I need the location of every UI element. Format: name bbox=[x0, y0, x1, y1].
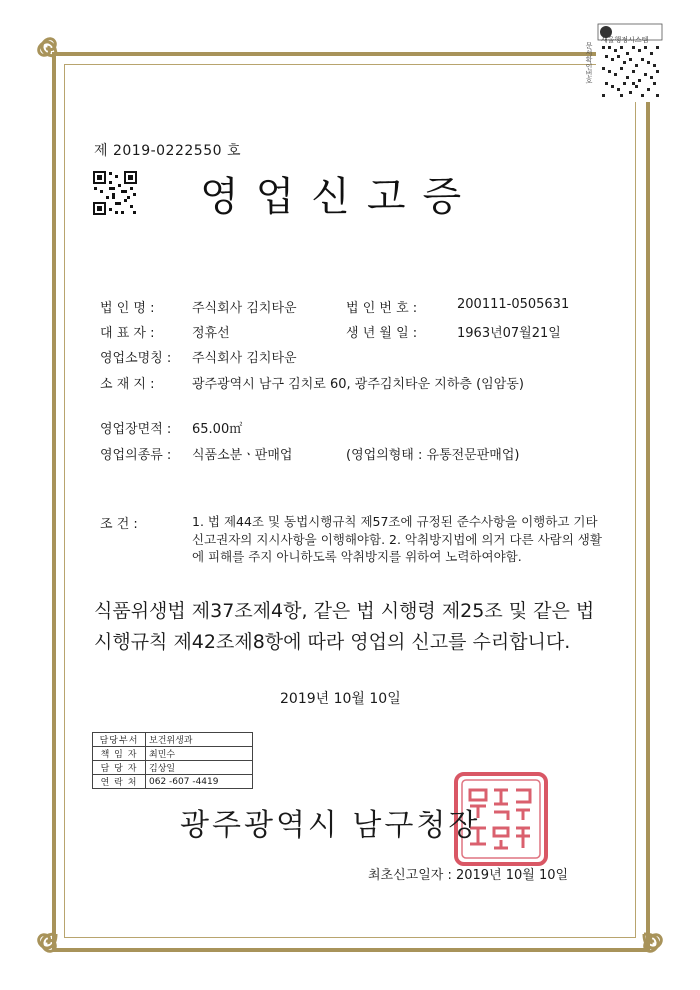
approval-statement: 식품위생법 제37조제4항, 같은 법 시행령 제25조 및 같은 법 시행규칙 제42조제8항에 따라 영업의 신고를 수리합니다. bbox=[94, 600, 595, 653]
system-label: 새올행정시스템 bbox=[601, 36, 649, 44]
corp-number-value: 200111-0505631 bbox=[457, 297, 570, 312]
representative-label: 대 표 자 : bbox=[100, 326, 155, 341]
business-type-label: 영업의종류 : bbox=[100, 448, 172, 463]
corp-name-label: 법 인 명 : bbox=[100, 301, 155, 316]
contact-value: 김상일 bbox=[146, 761, 253, 775]
area-label: 영업장면적 : bbox=[100, 422, 172, 437]
address-value: 광주광역시 남구 김치로 60, 광주김치타운 지하층 (임암동) bbox=[192, 377, 524, 392]
verification-qr-code bbox=[596, 22, 664, 102]
birth-date-label: 생 년 월 일 : bbox=[346, 326, 418, 341]
business-name-label: 영업소명칭 : bbox=[100, 351, 172, 366]
business-name-value: 주식회사 김치타운 bbox=[192, 351, 297, 366]
table-row bbox=[93, 747, 253, 761]
contact-key: 담당부서 bbox=[93, 733, 146, 747]
conditions-text: 1. 법 제44조 및 동법시행규칙 제57조에 규정된 준수사항을 이행하고 기타 신고권자의 지시사항을 이행해야함. 2. 악취방지법에 의거 다른 사람의 생활에 피해를 주지 아니하도록 악취방지를 위하여 노력하여야함. bbox=[192, 514, 602, 564]
contact-key: 연 락 처 bbox=[93, 775, 146, 789]
side-verification-label: 문서확인번호 bbox=[585, 42, 593, 84]
table-row bbox=[93, 775, 253, 789]
table-row bbox=[93, 733, 253, 747]
corner-ornament-top-left bbox=[32, 32, 78, 78]
contact-value: 보건위생과 bbox=[146, 733, 253, 747]
contact-value: 최민수 bbox=[146, 747, 253, 761]
area-value: 65.00㎡ bbox=[192, 422, 243, 437]
contact-value: 062 -607 -4419 bbox=[146, 775, 253, 789]
document-number: 제 2019-0222550 호 bbox=[94, 143, 241, 159]
issue-date: 2019년 10월 10일 bbox=[280, 691, 401, 707]
contact-key: 책 임 자 bbox=[93, 747, 146, 761]
contact-key: 담 당 자 bbox=[93, 761, 146, 775]
business-form-value: (영업의형태 : 유통전문판매업) bbox=[346, 448, 520, 463]
representative-value: 정휴선 bbox=[192, 326, 230, 341]
address-label: 소 재 지 : bbox=[100, 377, 155, 392]
conditions-label: 조 건 : bbox=[100, 517, 138, 532]
corp-name-value: 주식회사 김치타운 bbox=[192, 301, 297, 316]
first-report-date: 최초신고일자 : 2019년 10월 10일 bbox=[368, 868, 569, 883]
issuing-authority: 광주광역시 남구청장 bbox=[180, 808, 481, 843]
table-row bbox=[93, 761, 253, 775]
corner-ornament-bottom-right bbox=[622, 912, 668, 958]
corp-number-label: 법 인 번 호 : bbox=[346, 301, 418, 316]
business-type-value: 식품소분ㆍ판매업 bbox=[192, 448, 293, 463]
contact-table bbox=[92, 732, 253, 789]
birth-date-value: 1963년07월21일 bbox=[457, 326, 561, 341]
document-qr-code bbox=[92, 170, 138, 216]
corner-ornament-bottom-left bbox=[32, 912, 78, 958]
certificate-title: 영업신고증 bbox=[200, 174, 479, 220]
